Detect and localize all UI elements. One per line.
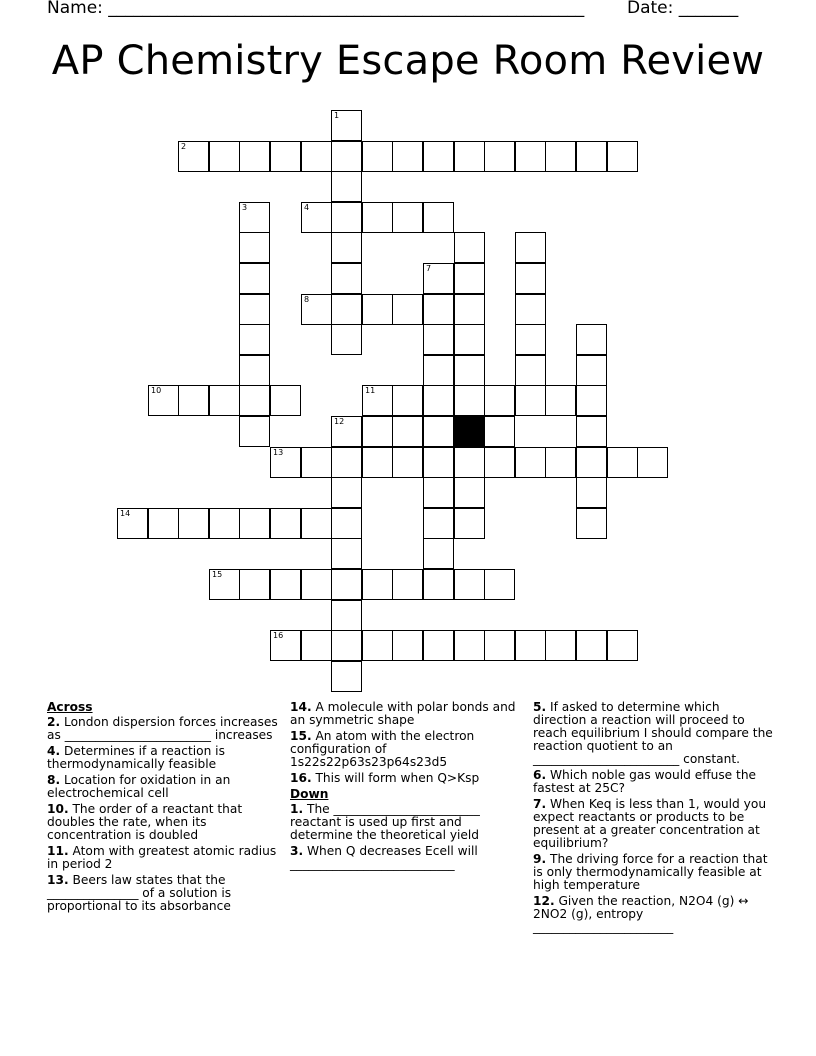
crossword-cell[interactable] — [515, 263, 546, 294]
crossword-cell[interactable] — [454, 477, 485, 508]
crossword-cell[interactable] — [301, 569, 332, 600]
crossword-cell[interactable] — [515, 447, 546, 478]
crossword-cell[interactable] — [148, 508, 179, 539]
clue-across-13 — [47, 874, 279, 913]
cell-number: 13 — [273, 448, 284, 457]
crossword-cell[interactable] — [270, 385, 301, 416]
crossword-cell[interactable] — [209, 508, 240, 539]
crossword-cell[interactable] — [270, 508, 301, 539]
crossword-cell[interactable] — [545, 447, 576, 478]
crossword-cell[interactable] — [331, 324, 362, 355]
crossword-cell[interactable] — [331, 600, 362, 631]
crossword-cell[interactable] — [484, 416, 515, 447]
crossword-cell[interactable] — [392, 294, 423, 325]
crossword-cell[interactable] — [484, 447, 515, 478]
clue-number: 4. — [47, 744, 61, 758]
crossword-cell[interactable] — [545, 141, 576, 172]
crossword-cell[interactable] — [423, 385, 454, 416]
clue-across-16 — [290, 772, 522, 785]
crossword-cell[interactable] — [148, 385, 179, 416]
crossword-cell[interactable] — [239, 416, 270, 447]
crossword-cell[interactable] — [454, 294, 485, 325]
crossword-cell[interactable] — [301, 508, 332, 539]
crossword-cell[interactable] — [301, 447, 332, 478]
crossword-cell[interactable] — [239, 385, 270, 416]
crossword-cell[interactable] — [331, 477, 362, 508]
crossword-cell[interactable] — [392, 385, 423, 416]
clue-across-2 — [47, 716, 279, 742]
crossword-cell[interactable] — [331, 569, 362, 600]
clue-text: Atom with greatest atomic radius in period 2 — [47, 844, 277, 871]
crossword-cell[interactable] — [239, 569, 270, 600]
clue-number: 6. — [533, 768, 547, 782]
clue-number: 9. — [533, 852, 547, 866]
crossword-cell[interactable] — [423, 141, 454, 172]
down-heading: Down — [290, 787, 329, 801]
crossword-cell[interactable] — [301, 141, 332, 172]
crossword-cell[interactable] — [331, 263, 362, 294]
crossword-cell[interactable] — [515, 385, 546, 416]
crossword-cell[interactable] — [576, 416, 607, 447]
clue-across-4 — [47, 745, 279, 771]
crossword-cell[interactable] — [423, 447, 454, 478]
crossword-cell[interactable] — [331, 630, 362, 661]
clue-number: 11. — [47, 844, 69, 858]
crossword-cell[interactable] — [484, 385, 515, 416]
crossword-cell[interactable] — [331, 416, 362, 447]
clue-column-3 — [533, 701, 773, 937]
crossword-cell[interactable] — [454, 385, 485, 416]
crossword-cell[interactable] — [576, 447, 607, 478]
crossword-cell[interactable] — [239, 294, 270, 325]
crossword-cell[interactable] — [331, 232, 362, 263]
clue-number: 12. — [533, 894, 555, 908]
crossword-cell[interactable] — [331, 294, 362, 325]
clue-down-12 — [533, 895, 773, 934]
crossword-cell[interactable] — [392, 202, 423, 233]
crossword-cell[interactable] — [392, 569, 423, 600]
clue-across-15 — [290, 730, 522, 769]
crossword-cell[interactable] — [423, 569, 454, 600]
crossword-cell[interactable] — [484, 569, 515, 600]
crossword-cell[interactable] — [239, 324, 270, 355]
crossword-cell[interactable] — [239, 508, 270, 539]
crossword-cell[interactable] — [423, 324, 454, 355]
clue-across-8 — [47, 774, 279, 800]
clue-number: 10. — [47, 802, 69, 816]
crossword-cell[interactable] — [423, 477, 454, 508]
crossword-cell[interactable] — [209, 385, 240, 416]
crossword-cell[interactable] — [331, 110, 362, 141]
crossword-cell[interactable] — [331, 141, 362, 172]
crossword-cell[interactable] — [331, 447, 362, 478]
page-title: AP Chemistry Escape Room Review — [51, 38, 765, 84]
crossword-cell[interactable] — [362, 294, 393, 325]
crossword-cell[interactable] — [331, 661, 362, 692]
crossword-cell[interactable] — [209, 569, 240, 600]
clue-text: If asked to determine which direction a reaction will proceed to reach equilibrium I should compare the reaction quotient to an ________________________ constant. — [533, 700, 773, 766]
crossword-cell[interactable] — [423, 202, 454, 233]
crossword-cell[interactable] — [484, 630, 515, 661]
crossword-cell[interactable] — [331, 508, 362, 539]
crossword-cell[interactable] — [301, 202, 332, 233]
clue-number: 3. — [290, 844, 304, 858]
crossword-cell[interactable] — [454, 232, 485, 263]
date-field-label: Date: _______ — [627, 0, 739, 18]
crossword-cell[interactable] — [515, 630, 546, 661]
crossword-cell[interactable] — [178, 141, 209, 172]
crossword-cell[interactable] — [362, 141, 393, 172]
clue-number: 2. — [47, 715, 61, 729]
clue-text: When Keq is less than 1, would you expect reactants or products to be present at a greater concentration at equilibrium? — [533, 797, 767, 850]
cell-number: 16 — [273, 631, 284, 640]
crossword-cell[interactable] — [270, 630, 301, 661]
clue-number: 16. — [290, 771, 312, 785]
clue-text: Beers law states that the _______________ of a solution is proportional to its absorbance — [47, 873, 232, 913]
crossword-cell[interactable] — [362, 385, 393, 416]
crossword-cell[interactable] — [362, 630, 393, 661]
clue-text: Determines if a reaction is thermodynamically feasible — [47, 744, 225, 771]
crossword-cell[interactable] — [515, 141, 546, 172]
crossword-cell[interactable] — [239, 202, 270, 233]
clue-text: This will form when Q>Ksp — [315, 771, 480, 785]
crossword-cell[interactable] — [178, 508, 209, 539]
crossword-cell[interactable] — [423, 538, 454, 569]
cell-number: 11 — [365, 386, 376, 395]
clue-number: 1. — [290, 802, 304, 816]
crossword-cell[interactable] — [423, 294, 454, 325]
crossword-cell[interactable] — [545, 630, 576, 661]
crossword-cell[interactable] — [423, 416, 454, 447]
clue-down-7 — [533, 798, 773, 850]
crossword-cell[interactable] — [576, 355, 607, 386]
crossword-cell[interactable] — [454, 324, 485, 355]
clue-text: Given the reaction, N2O4 (g) ↔ 2NO2 (g), entropy _______________________ — [533, 894, 749, 934]
clue-text: Location for oxidation in an electrochemical cell — [47, 773, 231, 800]
crossword-cell[interactable] — [607, 630, 638, 661]
crossword-cell[interactable] — [331, 538, 362, 569]
crossword-cell[interactable] — [607, 447, 638, 478]
crossword-cell[interactable] — [209, 141, 240, 172]
crossword-cell[interactable] — [576, 324, 607, 355]
crossword-cell[interactable] — [515, 324, 546, 355]
cell-number: 7 — [426, 264, 432, 273]
crossword-cell[interactable] — [270, 569, 301, 600]
clue-number: 7. — [533, 797, 547, 811]
crossword-cell[interactable] — [454, 141, 485, 172]
clue-column-2 — [290, 701, 522, 874]
crossword-cell[interactable] — [454, 508, 485, 539]
clue-text: An atom with the electron configuration of 1s22s22p63s23p64s23d5 — [290, 729, 475, 769]
crossword-cell[interactable] — [423, 630, 454, 661]
crossword-cell[interactable] — [392, 416, 423, 447]
crossword-cell[interactable] — [545, 385, 576, 416]
crossword-cell[interactable] — [576, 508, 607, 539]
crossword-cell[interactable] — [362, 447, 393, 478]
crossword-cell[interactable] — [392, 447, 423, 478]
crossword-cell[interactable] — [270, 141, 301, 172]
crossword-cell[interactable] — [576, 477, 607, 508]
clue-across-14 — [290, 701, 522, 727]
clue-text: When Q decreases Ecell will ___________________________ — [290, 844, 478, 871]
cell-number: 2 — [181, 142, 187, 151]
clue-text: Which noble gas would effuse the fastest at 25C? — [533, 768, 757, 795]
clue-down-5 — [533, 701, 773, 766]
crossword-cell[interactable] — [331, 171, 362, 202]
clue-number: 14. — [290, 700, 312, 714]
cell-number: 10 — [151, 386, 162, 395]
clue-text: A molecule with polar bonds and an symmetric shape — [290, 700, 516, 727]
clue-down-6 — [533, 769, 773, 795]
crossword-cell[interactable] — [239, 263, 270, 294]
crossword-cell[interactable] — [362, 202, 393, 233]
clue-text: The driving force for a reaction that is only thermodynamically feasible at high temperature — [533, 852, 768, 892]
clue-column-1 — [47, 701, 279, 916]
name-field-label: Name: ________________________________________________________ — [47, 0, 585, 18]
crossword-cell[interactable] — [454, 263, 485, 294]
crossword-block — [454, 416, 485, 447]
crossword-cell[interactable] — [607, 141, 638, 172]
crossword-cell[interactable] — [423, 508, 454, 539]
crossword-cell[interactable] — [117, 508, 148, 539]
crossword-cell[interactable] — [454, 569, 485, 600]
clue-down-3 — [290, 845, 522, 871]
clue-number: 15. — [290, 729, 312, 743]
crossword-cell[interactable] — [515, 232, 546, 263]
clue-across-11 — [47, 845, 279, 871]
crossword-cell[interactable] — [576, 385, 607, 416]
crossword-cell[interactable] — [270, 447, 301, 478]
clue-down-1 — [290, 803, 522, 842]
clue-number: 5. — [533, 700, 547, 714]
across-heading: Across — [47, 700, 93, 714]
crossword-cell[interactable] — [239, 141, 270, 172]
crossword-cell[interactable] — [576, 141, 607, 172]
crossword-cell[interactable] — [454, 447, 485, 478]
cell-number: 8 — [304, 295, 310, 304]
crossword-cell[interactable] — [637, 447, 668, 478]
crossword-cell[interactable] — [392, 141, 423, 172]
cell-number: 15 — [212, 570, 223, 579]
cell-number: 14 — [120, 509, 131, 518]
crossword-cell[interactable] — [331, 202, 362, 233]
crossword-cell[interactable] — [301, 294, 332, 325]
clue-number: 13. — [47, 873, 69, 887]
crossword-cell[interactable] — [362, 569, 393, 600]
crossword-cell[interactable] — [515, 355, 546, 386]
cell-number: 12 — [334, 417, 345, 426]
crossword-cell[interactable] — [362, 416, 393, 447]
cell-number: 1 — [334, 111, 340, 120]
clue-number: 8. — [47, 773, 61, 787]
crossword-cell[interactable] — [423, 355, 454, 386]
crossword-cell[interactable] — [576, 630, 607, 661]
crossword-cell[interactable] — [178, 385, 209, 416]
crossword-cell[interactable] — [454, 355, 485, 386]
crossword-cell[interactable] — [239, 355, 270, 386]
crossword-cell[interactable] — [515, 294, 546, 325]
clue-text: London dispersion forces increases as ________________________ increases — [47, 715, 278, 742]
crossword-cell[interactable] — [301, 630, 332, 661]
crossword-cell[interactable] — [239, 232, 270, 263]
crossword-cell[interactable] — [423, 263, 454, 294]
clue-across-10 — [47, 803, 279, 842]
clue-text: The ________________________ reactant is used up first and determine the theoretical yield — [290, 802, 480, 842]
cell-number: 3 — [242, 203, 248, 212]
crossword-cell[interactable] — [454, 630, 485, 661]
crossword-cell[interactable] — [392, 630, 423, 661]
cell-number: 4 — [304, 203, 310, 212]
crossword-cell[interactable] — [484, 141, 515, 172]
clue-text: The order of a reactant that doubles the rate, when its concentration is doubled — [47, 802, 243, 842]
clue-down-9 — [533, 853, 773, 892]
